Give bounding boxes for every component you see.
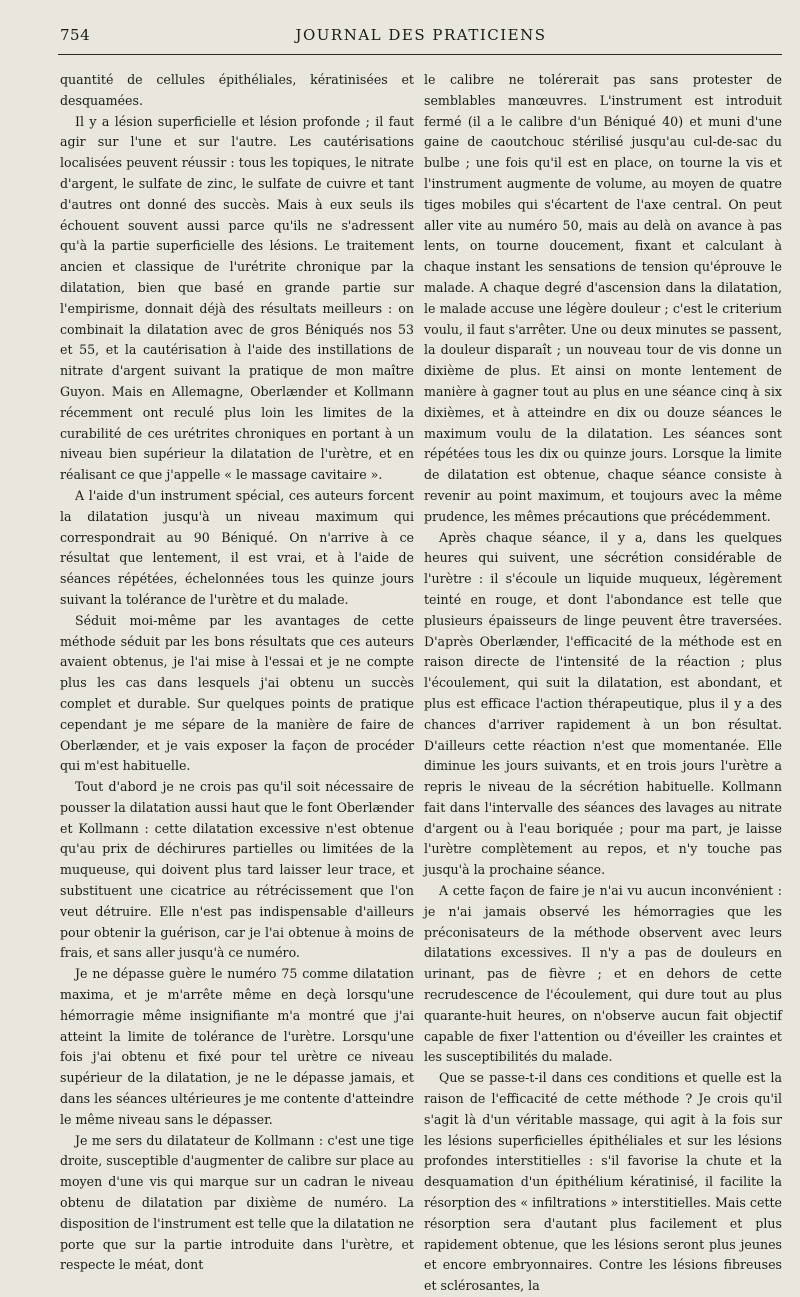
paragraph: Séduit moi-même par les avantages de cette méthode séduit par les bons résultats que ces auteurs avaient obtenus, je l'ai mise à l'essai et je ne compte plus les cas dans lesquels j'ai obtenu un succès complet et durable. Sur quelques points de pratique cependant je me sépare de la manière de faire de Oberlænder, et je vais exposer la façon de procéder qui m'est habituelle. bbox=[60, 612, 414, 774]
paragraph: Après chaque séance, il y a, dans les quelques heures qui suivent, une sécrétion considérable de l'urètre : il s'écoule un liquide muqueux, légèrement teinté en rouge, et dont l'abondance est telle que plusieurs épaisseurs de linge peuvent être traversées. D'après Oberlænder, l'efficacité de la méthode est en raison directe de l'intensité de la réaction ; plus l'écoulement, qui suit la dilatation, est abondant, et plus est efficace l'action thérapeutique, plus il y a des chances d'arriver rapidement à un bon résultat. D'ailleurs cette réaction n'est que momentanée. Elle diminue les jours suivants, et en trois jours l'urètre a repris le niveau de la sécrétion habituelle. Kollmann fait dans l'intervalle des séances des lavages au nitrate d'argent ou à l'eau boriquée ; pour ma part, je laisse l'urètre complètement au repos, et n'y touche pas jusqu'à la prochaine séance. bbox=[424, 529, 782, 878]
paragraph: Que se passe-t-il dans ces conditions et quelle est la raison de l'efficacité de cette méthode ? Je crois qu'il s'agit là d'un véritable massage, qui agit à la fois sur les lésions superficielles épithéliales et sur les lésions profondes interstitielles : s'il favorise la chute et la desquamation d'un épithélium kératinisé, il facilite la résorption des « infiltrations » interstitielles. Mais cette résorption sera d'autant plus facilement et plus rapidement obtenue, que les lésions seront plus jeunes et encore embryonnaires. Contre les lésions fibreuses et sclérosantes, la bbox=[424, 1070, 782, 1294]
right-column bbox=[424, 70, 782, 1297]
paragraph: Je ne dépasse guère le numéro 75 comme dilatation maxima, et je m'arrête même en deçà lorsqu'une hémorragie même insignifiante m'a montré que j'ai atteint la limite de tolérance de l'urètre. Lorsqu'une fois j'ai obtenu et fixé pour tel urètre ce niveau supérieur de la dilatation, je ne le dépasse jamais, et dans les séances ultérieures je me contente d'atteindre le même niveau sans le dépasser. bbox=[60, 966, 414, 1127]
paragraph: A l'aide d'un instrument spécial, ces auteurs forcent la dilatation jusqu'à un niveau maximum qui correspondrait au 90 Béniqué. On n'arrive à ce résultat que lentement, il est vrai, et à l'aide de séances répétées, échelonnées tous les quinze jours suivant la tolérance de l'urètre et du malade. bbox=[60, 487, 414, 607]
page-header bbox=[60, 26, 782, 50]
paragraph: Tout d'abord je ne crois pas qu'il soit nécessaire de pousser la dilatation aussi haut que le font Oberlænder et Kollmann : cette dilatation excessive n'est obtenue qu'au prix de déchirures partielles ou limitées de la muqueuse, qui doivent plus tard laisser leur trace, et substituent une cicatrice au rétrécissement que l'on veut détruire. Elle n'est pas indispensable d'ailleurs pour obtenir la guérison, car je l'ai obtenue à moins de frais, et sans aller jusqu'à ce numéro. bbox=[60, 779, 414, 961]
left-column bbox=[60, 70, 414, 1276]
journal-title: JOURNAL DES PRATICIENS bbox=[295, 26, 547, 44]
paragraph: Je me sers du dilatateur de Kollmann : c'est une tige droite, susceptible d'augmenter de calibre sur place au moyen d'une vis qui marque sur un cadran le niveau obtenu de dilatation par dixième de numéro. La disposition de l'instrument est telle que la dilatation ne porte que sur la partie introduite dans l'urètre, et respecte le méat, dont bbox=[60, 1132, 414, 1273]
header-rule bbox=[58, 54, 782, 55]
paragraph: le calibre ne tolérerait pas sans protester de semblables manœuvres. L'instrument est introduit fermé (il a le calibre d'un Béniqué 40) et muni d'une gaine de caoutchouc stérilisé jusqu'au cul-de-sac du bulbe ; une fois qu'il est en place, on tourne la vis et l'instrument augmente de volume, au moyen de quatre tiges mobiles qui s'écartent de l'axe central. On peut aller vite au numéro 50, mais au delà on avance à pas lents, on tourne doucement, fixant et calculant à chaque instant les sensations de tension qu'éprouve le malade. A chaque degré d'ascension dans la dilatation, le malade accuse une légère douleur ; c'est le criterium voulu, il faut s'arrêter. Une ou deux minutes se passent, la douleur disparaît ; un nouveau tour de vis donne un dixième de plus. Et ainsi on monte lentement de manière à gagner tout au plus en une séance cinq à six dixièmes, et à atteindre en dix ou douze séances le maximum voulu de la dilatation. Les séances sont répétées tous les dix ou quinze jours. Lorsque la limite de dilatation est obtenue, chaque séance consiste à revenir au point maximum, et toujours avec la même prudence, les mêmes précautions que précédemment. bbox=[424, 72, 782, 524]
page-number: 754 bbox=[60, 26, 91, 44]
paragraph: A cette façon de faire je n'ai vu aucun inconvénient : je n'ai jamais observé les hémorragies que les préconisateurs de la méthode observent avec leurs dilatations excessives. Il n'y a pas de douleurs en urinant, pas de fièvre ; et en dehors de cette recrudescence de l'écoulement, qui dure tout au plus quarante-huit heures, on n'observe aucun fait objectif capable de fixer l'attention ou d'éveiller les craintes et les susceptibilités du malade. bbox=[424, 883, 782, 1065]
paragraph: quantité de cellules épithéliales, kératinisées et desquamées. bbox=[60, 72, 414, 108]
paragraph: Il y a lésion superficielle et lésion profonde ; il faut agir sur l'une et sur l'autre. Les cautérisations localisées peuvent réussir : tous les topiques, le nitrate d'argent, le sulfate de zinc, le sulfate de cuivre et tant d'autres ont donné des succès. Mais à eux seuls ils échouent souvent aussi parce qu'ils ne s'adressent qu'à la partie superficielle des lésions. Le traitement ancien et classique de l'urétrite chronique par la dilatation, bien que basé en grande partie sur l'empirisme, donnait déjà des résultats meilleurs : on combinait la dilatation avec de gros Béniqués nos 53 et 55, et la cautérisation à l'aide des instillations de nitrate d'argent suivant la pratique de mon maître Guyon. Mais en Allemagne, Oberlænder et Kollmann récemment ont reculé plus loin les limites de la curabilité de ces urétrites chroniques en portant à un niveau bien supérieur la dilatation de l'urètre, et en réalisant ce que j'appelle « le massage cavitaire ». bbox=[60, 113, 414, 483]
